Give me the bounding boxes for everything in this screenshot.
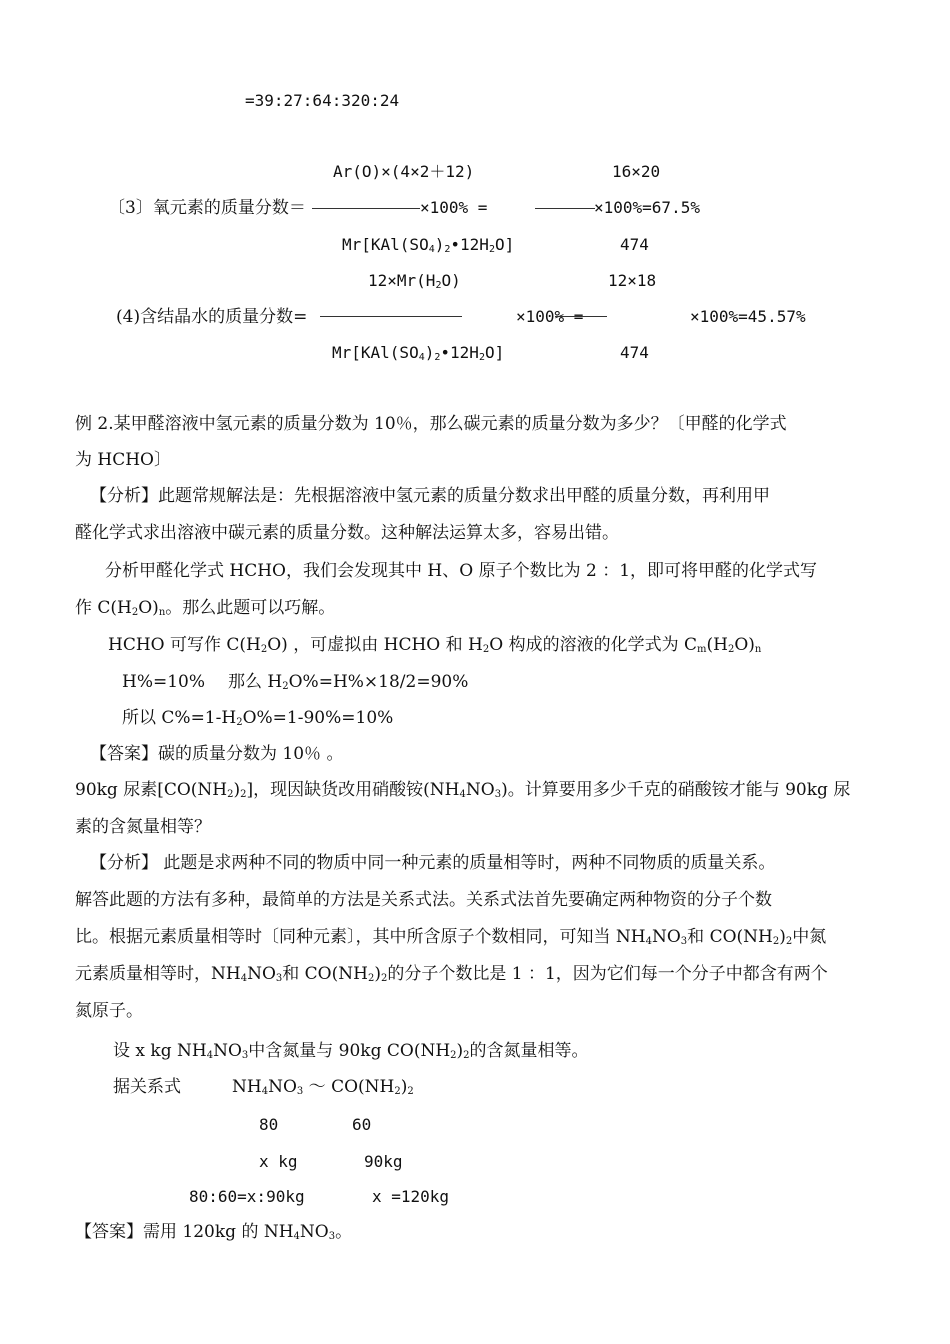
ex3-value-2: 90kg <box>364 1152 403 1171</box>
ex3-molar-mass-1: 80 <box>259 1115 279 1134</box>
q3-label: 〔3〕氧元素的质量分数＝ <box>108 198 306 218</box>
q4-label: (4)含结晶水的质量分数= <box>116 307 308 327</box>
q4-denominator-1: $Mr[KAl(SO_4)_2•12H_2O]$ <box>332 343 505 363</box>
ex2-carbon-percent: 所以 $C\%=1-H_2O\%=1-90\%=10\%$ <box>122 708 394 728</box>
q4-times-100-a: ×100% = <box>516 307 584 326</box>
q3-numerator-2: 16×20 <box>612 162 661 181</box>
ex2-analysis-line-1: 【分析】此题常规解法是：先根据溶液中氢元素的质量分数求出甲醛的质量分数，再利用甲 <box>90 486 770 506</box>
ex3-analysis-line-1: 【分析】 此题是求两种不同的物质中同一种元素的质量相等时，两种不同物质的质量关系。 <box>90 853 776 873</box>
q4-denominator-2: 474 <box>620 343 649 362</box>
q4-numerator-2: 12×18 <box>608 271 657 290</box>
ex3-relation-label: 据关系式 <box>113 1077 181 1097</box>
ex2-analysis-line-2: 醛化学式求出溶液中碳元素的质量分数。这种解法运算太多，容易出错。 <box>75 523 619 543</box>
ex3-answer: 【答案】需用 120kg 的 $NH_4NO_3$。 <box>75 1222 353 1242</box>
q3-times-100-b: ×100%=67.5% <box>594 198 700 217</box>
ex3-value-1: x kg <box>259 1152 298 1171</box>
ex3-analysis-line-3: 比。根据元素质量相等时〔同种元素〕，其中所含原子个数相同，可知当 $NH_4NO_3$和 $CO(NH_2)_2$中氮 <box>75 927 827 947</box>
q3-fraction-bar-2 <box>535 208 595 209</box>
ex3-equation: 80:60=x:90kg <box>189 1187 305 1206</box>
ex2-answer: 【答案】碳的质量分数为 10％ 。 <box>90 744 344 764</box>
q3-numerator-1: Ar(O)×(4×2＋12) <box>333 162 475 181</box>
ex3-relation-formula: $NH_4NO_3$ ～ $CO(NH_2)_2$ <box>232 1077 414 1097</box>
q3-denominator-2: 474 <box>620 235 649 254</box>
q3-fraction-bar-1 <box>312 208 420 209</box>
ex3-result: x =120kg <box>372 1187 450 1206</box>
ex3-question-line-1: 90kg 尿素$[CO(NH_2)_2]$，现因缺货改用硝酸铵$(NH_4NO_3)$。计算要用多少千克的硝酸铵才能与 90kg 尿 <box>75 780 851 800</box>
ex3-molar-mass-2: 60 <box>352 1115 372 1134</box>
ex2-question-line-2: 为 HCHO〕 <box>75 450 171 470</box>
q4-times-100-b: ×100%=45.57% <box>690 307 806 326</box>
ratio-line: =39:27:64:320:24 <box>245 91 400 110</box>
ex2-paragraph-line-2: 作 $C(H_2O)_n$。那么此题可以巧解。 <box>75 598 336 618</box>
q4-fraction-bar-1 <box>320 316 462 317</box>
ex2-water-percent: 那么 $H_2O\%=H\%\times 18/2=90\%$ <box>228 672 469 692</box>
ex2-paragraph-line-1: 分析甲醛化学式 HCHO，我们会发现其中 H、O 原子个数比为 2 ：1，即可将甲醛的化学式写 <box>105 561 818 581</box>
ex3-question-line-2: 素的含氮量相等？ <box>75 817 211 837</box>
q3-times-100-a: ×100% = <box>420 198 488 217</box>
ex3-analysis-line-5: 氮原子。 <box>75 1001 143 1021</box>
ex2-hydrogen-percent: H%=10% <box>122 672 206 692</box>
ex3-analysis-line-2: 解答此题的方法有多种，最简单的方法是关系式法。关系式法首先要确定两种物资的分子个数 <box>75 890 772 910</box>
ex2-question-line-1: 例 2.某甲醛溶液中氢元素的质量分数为 10％，那么碳元素的质量分数为多少？〔甲醛的化学式 <box>75 414 787 434</box>
ex3-analysis-line-4: 元素质量相等时，$NH_4NO_3$和 $CO(NH_2)_2$的分子个数比是 1 ：1，因为它们每一个分子中都含有两个 <box>75 964 828 984</box>
ex2-formula-line: HCHO 可写作 $C(H_2O)$ ，可虚拟由 HCHO 和 $H_2O$ 构成的溶液的化学式为 $C_m(H_2O)_n$ <box>108 635 762 655</box>
q3-denominator-1: $Mr[KAl(SO_4)_2•12H_2O]$ <box>342 235 515 255</box>
ex3-setup: 设 x kg $NH_4NO_3$中含氮量与 90kg $CO(NH_2)_2$的含氮量相等。 <box>113 1041 589 1061</box>
q4-numerator-1: $12\times Mr(H_2O)$ <box>368 271 461 291</box>
q4-fraction-bar-2 <box>555 316 607 317</box>
